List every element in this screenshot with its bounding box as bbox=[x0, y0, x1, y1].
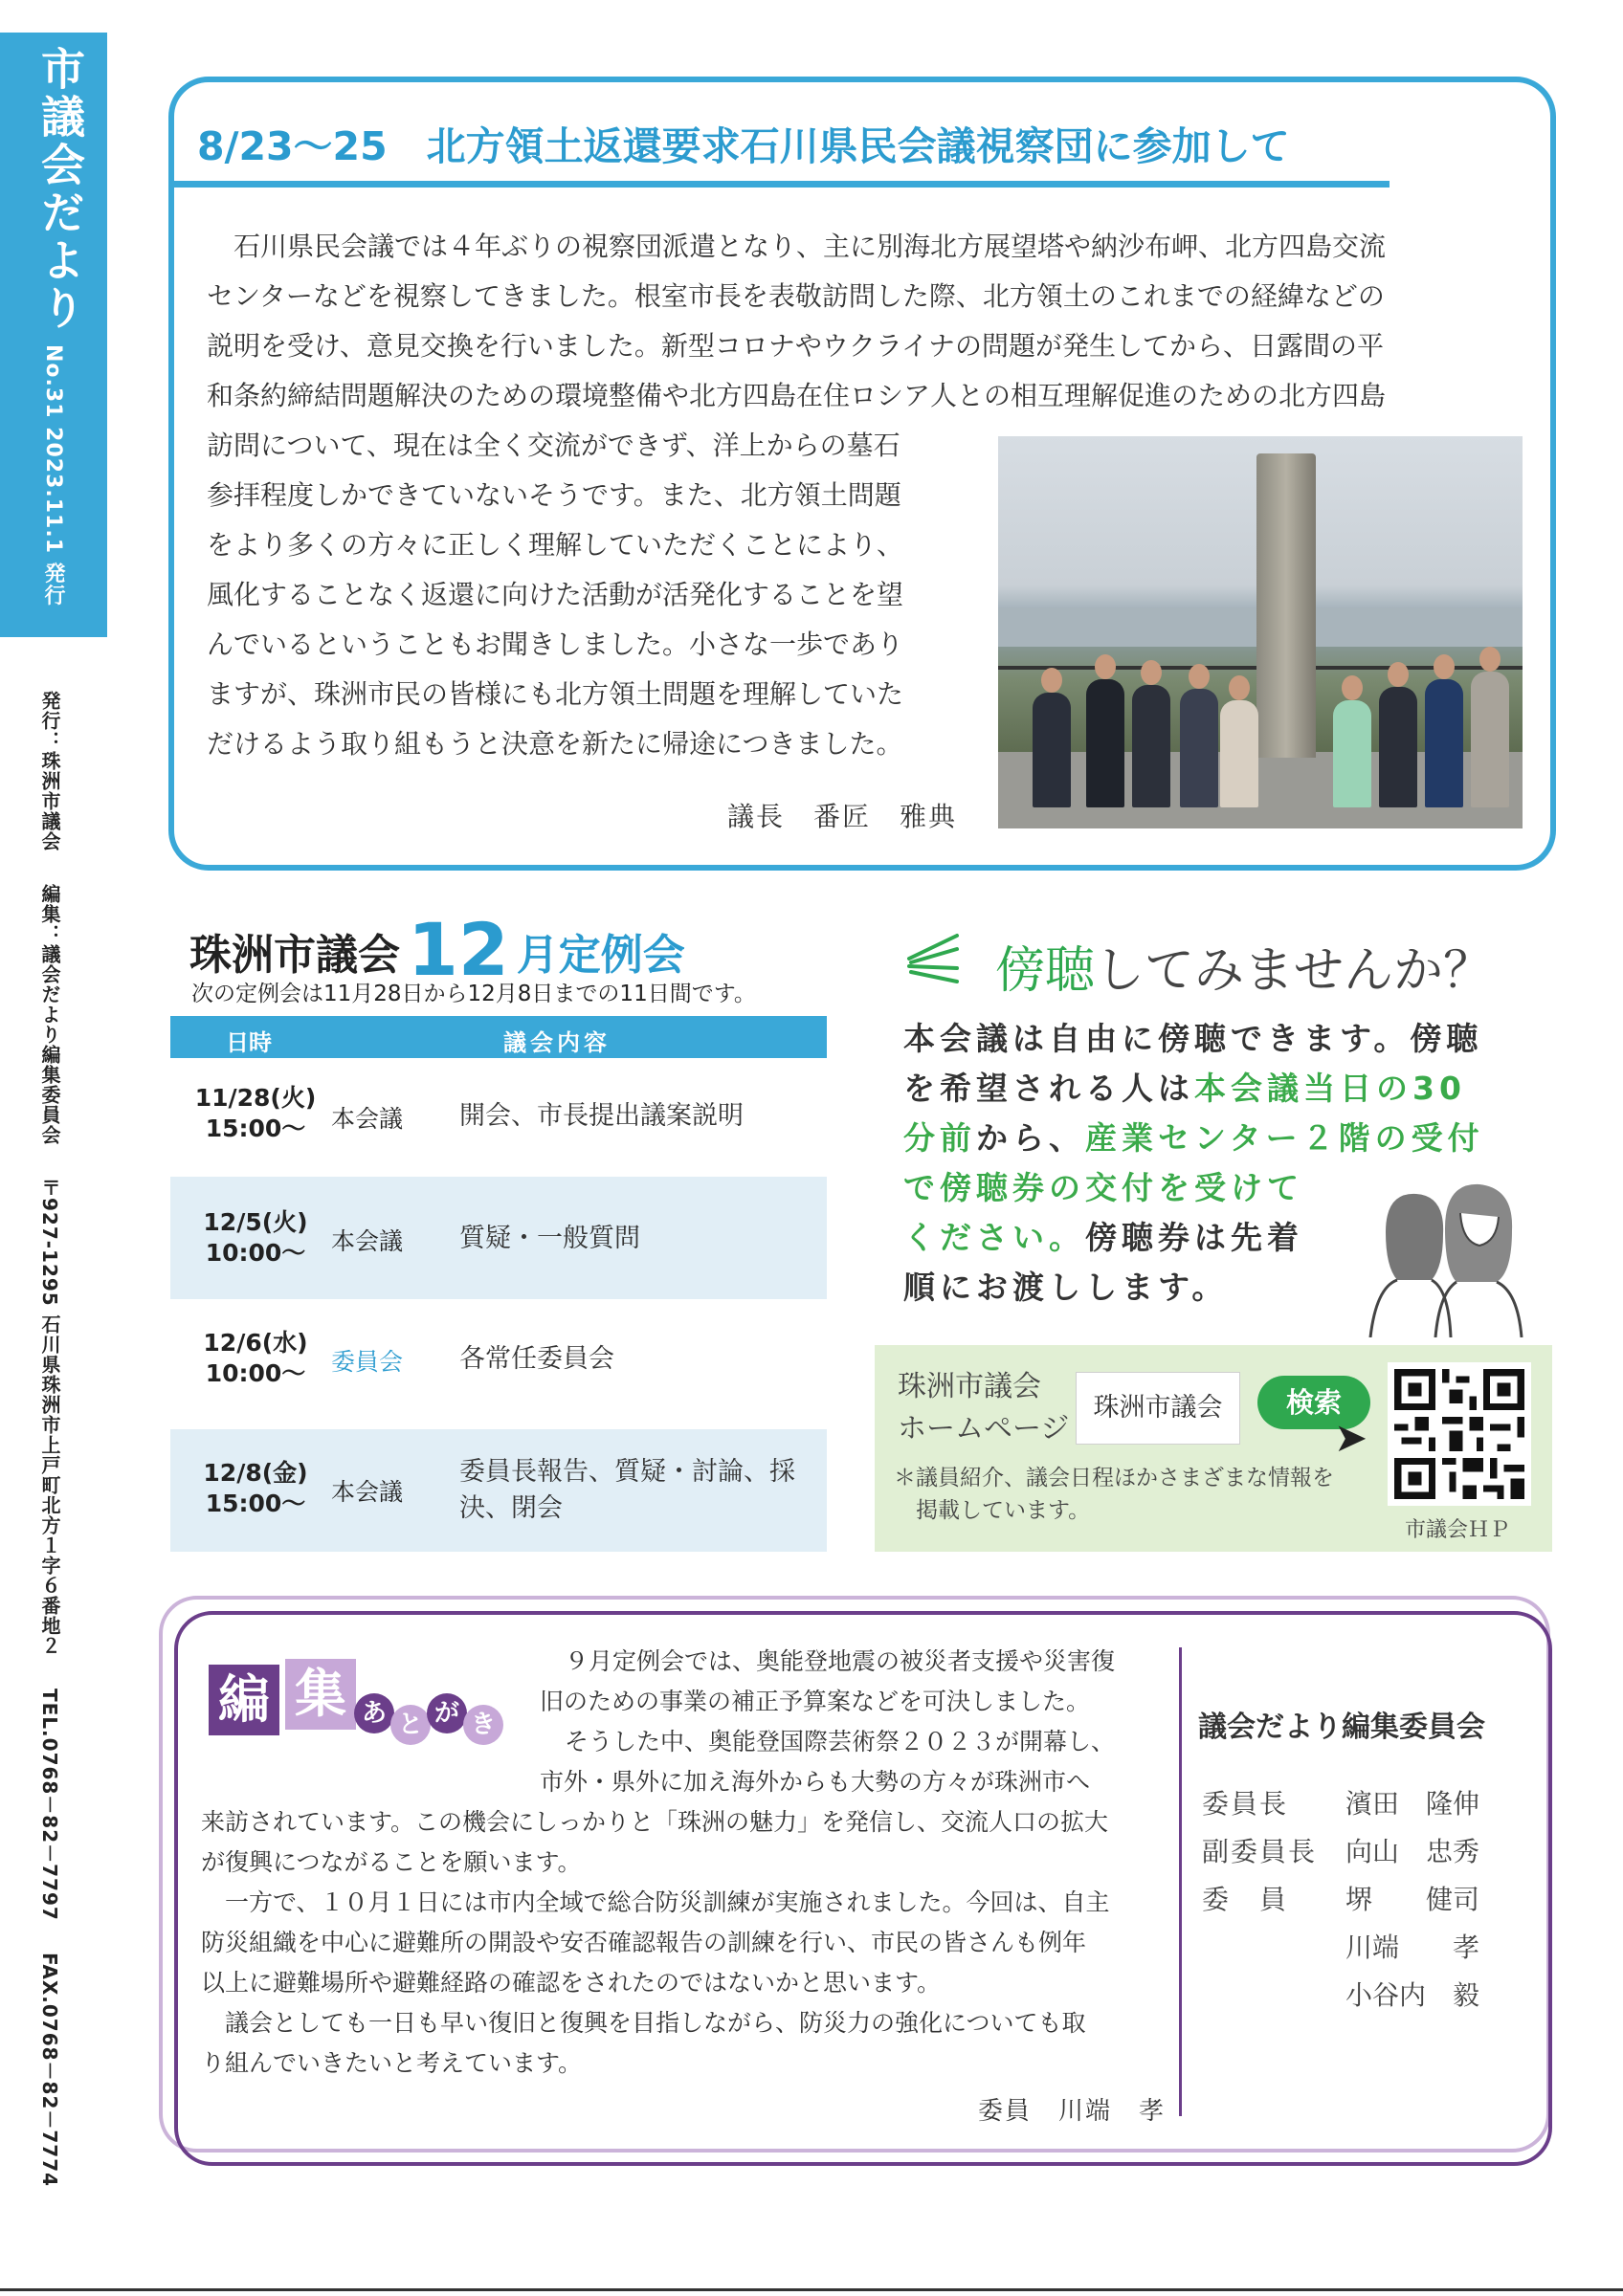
report-line: 風化することなく返還に向けた活動が活発化することを望 bbox=[207, 579, 904, 610]
schedule-datetime bbox=[184, 1458, 327, 1519]
schedule-content: 各常任委員会 bbox=[459, 1344, 614, 1374]
homepage-label: 珠洲市議会 ホームページ bbox=[898, 1370, 1070, 1446]
editorial-divider bbox=[1179, 1647, 1182, 2116]
photo-person bbox=[1086, 679, 1124, 807]
editorial-line: 議会としても一日も早い復旧と復興を目指しながら、防災力の強化についても取 bbox=[201, 2009, 1086, 2037]
committee-member: 委員長 濱田 隆伸 bbox=[1202, 1788, 1480, 1820]
committee-member: 川端 孝 bbox=[1345, 1932, 1480, 1963]
attend-line: 順にお渡しします。 bbox=[903, 1269, 1229, 1306]
editorial-line: 防災組織を中心に避難所の開設や安否確認報告の訓練を行い、市民の皆さんも例年 bbox=[201, 1929, 1087, 1956]
editorial-signature: 委員 川端 孝 bbox=[978, 2097, 1167, 2126]
report-line: だけるよう取り組もうと決意を新たに帰途につきました。 bbox=[207, 728, 903, 760]
report-signature: 議長 番匠 雅典 bbox=[727, 801, 958, 832]
homepage-search-input[interactable]: 珠洲市議会 bbox=[1076, 1372, 1240, 1445]
colophon bbox=[36, 691, 64, 2212]
attend-title-rest: してみませんか？ bbox=[1095, 942, 1494, 1000]
photo-person bbox=[1132, 685, 1170, 807]
photo-person bbox=[1379, 687, 1417, 807]
qr-code-icon[interactable] bbox=[1388, 1362, 1531, 1506]
attend-line: 本会議は自由に傍聴できます。傍聴 bbox=[903, 1020, 1483, 1057]
badge-char: 編 bbox=[209, 1665, 279, 1735]
schedule-datetime bbox=[184, 1207, 327, 1269]
attend-line: で傍聴券の交付を受けて bbox=[903, 1169, 1303, 1206]
report-line: 参拝程度しかできていないそうです。また、北方領土問題 bbox=[207, 479, 901, 511]
report-title: 8/23～25 北方領土返還要求石川県民会議視察団に参加して bbox=[197, 123, 1290, 169]
editorial-line: 一方で、１０月１日には市内全域で総合防災訓練が実施されました。今回は、自主 bbox=[201, 1888, 1110, 1916]
photo-person bbox=[1220, 700, 1258, 807]
editorial-line: 旧のための事業の補正予算案などを可決しました。 bbox=[540, 1688, 1091, 1715]
badge-char: が bbox=[427, 1693, 467, 1733]
schedule-content: 開会、市長提出議案説明 bbox=[459, 1101, 744, 1131]
attend-title bbox=[995, 930, 1493, 1002]
schedule-datetime bbox=[184, 1083, 327, 1144]
attend-line: を希望される人は本会議当日の30 bbox=[903, 1070, 1466, 1107]
committee-member: 副委員長 向山 忠秀 bbox=[1202, 1836, 1480, 1867]
schedule-date: 12/5(火) bbox=[203, 1208, 308, 1236]
editorial-line: そうした中、奥能登国際芸術祭２０２３が開幕し、 bbox=[565, 1728, 1116, 1755]
group-photo bbox=[998, 436, 1523, 828]
schedule-row bbox=[170, 1429, 827, 1552]
cursor-arrow-icon: ➤ bbox=[1334, 1414, 1368, 1461]
schedule-time: 10:00～ bbox=[205, 1359, 306, 1387]
schedule-title-post: 月定例会 bbox=[516, 931, 685, 980]
photo-person bbox=[1180, 689, 1218, 807]
page-bottom-rule bbox=[0, 2288, 1623, 2291]
editorial-line: り組んでいきたいと考えています。 bbox=[201, 2049, 583, 2077]
schedule-title-number: 12 bbox=[408, 907, 509, 992]
attend-title-keyword: 傍聴 bbox=[995, 942, 1096, 1000]
editorial-line: 市外・県外に加え海外からも大勢の方々が珠洲市へ bbox=[540, 1768, 1091, 1796]
report-title-rule bbox=[174, 181, 1390, 188]
colophon-address: 〒927-1295 石川県珠洲市上戸町北方１字６番地２ bbox=[38, 1177, 61, 1656]
editorial-line: が復興につながることを願います。 bbox=[201, 1848, 582, 1876]
photo-monument bbox=[1256, 453, 1316, 758]
attend-line: 分前から、産業センター２階の受付 bbox=[903, 1119, 1484, 1157]
committee-title: 議会だより編集委員会 bbox=[1198, 1711, 1485, 1744]
editorial-line: 以上に避難場所や避難経路の確認をされたのではないかと思います。 bbox=[201, 1969, 942, 1997]
report-line: をより多くの方々に正しく理解していただくことにより、 bbox=[207, 529, 904, 561]
schedule-date: 12/8(金) bbox=[203, 1459, 308, 1487]
report-line: 説明を受け、意見交換を行いました。新型コロナやウクライナの問題が発生してから、日露間の平 bbox=[207, 330, 1385, 362]
homepage-search-button[interactable]: 検索 bbox=[1257, 1376, 1370, 1429]
badge-char: あ bbox=[354, 1693, 394, 1733]
header-datetime: 日時 bbox=[226, 1029, 272, 1056]
issue-number: No.31 2023.11.1 発行 bbox=[41, 344, 65, 607]
schedule-time: 10:00～ bbox=[205, 1239, 306, 1267]
colophon-editor: 編集：議会だより編集委員会 bbox=[38, 883, 61, 1145]
badge-char: 集 bbox=[285, 1659, 356, 1730]
schedule-type: 本会議 bbox=[331, 1105, 404, 1133]
editorial-line: 来訪されています。この機会にしっかりと「珠洲の魅力」を発信し、交流人口の拡大 bbox=[201, 1808, 1109, 1836]
attend-line: ください。傍聴券は先着 bbox=[903, 1219, 1303, 1256]
schedule-title-pre: 珠洲市議会 bbox=[189, 931, 400, 980]
report-line: 和条約締結問題解決のための環境整備や北方四島在住ロシア人との相互理解促進のための北方四島 bbox=[207, 380, 1387, 411]
committee-member: 小谷内 毅 bbox=[1345, 1979, 1480, 2011]
schedule-date: 12/6(水) bbox=[203, 1329, 308, 1357]
schedule-row bbox=[170, 1058, 827, 1181]
photo-person bbox=[1333, 700, 1371, 807]
editorial-body bbox=[201, 1642, 1158, 2084]
colophon-tel: TEL.0768－82－7797 bbox=[38, 1688, 61, 1921]
schedule-datetime bbox=[184, 1328, 327, 1389]
newsletter-title: 市議会だより bbox=[34, 46, 86, 333]
header-content: 議会内容 bbox=[503, 1029, 611, 1056]
photo-person bbox=[1471, 672, 1509, 807]
badge-char: き bbox=[463, 1705, 503, 1745]
report-line: ますが、珠洲市民の皆様にも北方領土問題を理解していた bbox=[207, 678, 904, 710]
schedule-content: 委員長報告、質疑・討論、採決、閉会 bbox=[459, 1457, 795, 1523]
colophon-publisher: 発行：珠洲市議会 bbox=[38, 691, 61, 851]
report-line: んでいるということもお聞きしました。小さな一歩であり bbox=[207, 629, 904, 660]
listeners-illustration bbox=[1357, 1175, 1529, 1337]
schedule-row bbox=[170, 1299, 827, 1422]
badge-char: と bbox=[390, 1705, 431, 1745]
schedule-subtitle: 次の定例会は11月28日から12月8日までの11日間です。 bbox=[191, 982, 756, 1006]
schedule-header bbox=[170, 1016, 827, 1058]
ear-lines-icon bbox=[903, 930, 961, 987]
report-line: 訪問について、現在は全く交流ができず、洋上からの墓石 bbox=[207, 430, 900, 461]
colophon-fax: FAX.0768－82－7774 bbox=[38, 1953, 61, 2188]
photo-person bbox=[1425, 679, 1463, 807]
schedule-type: 委員会 bbox=[331, 1348, 404, 1376]
editorial-line: ９月定例会では、奥能登地震の被災者支援や災害復 bbox=[565, 1647, 1116, 1675]
schedule-content: 質疑・一般質問 bbox=[459, 1224, 640, 1253]
schedule-date: 11/28(火) bbox=[194, 1084, 317, 1112]
homepage-note: ＊議員紹介、議会日程ほかさまざまな情報を 掲載しています。 bbox=[894, 1466, 1334, 1523]
schedule-row bbox=[170, 1177, 827, 1299]
schedule-type: 本会議 bbox=[331, 1227, 404, 1255]
report-line: 石川県民会議では４年ぶりの視察団派遣となり、主に別海北方展望塔や納沙布岬、北方四島交流 bbox=[207, 231, 1387, 262]
report-line: センターなどを視察してきました。根室市長を表敬訪問した際、北方領土のこれまでの経緯などの bbox=[207, 280, 1385, 312]
committee-member: 委 員 堺 健司 bbox=[1202, 1884, 1480, 1915]
photo-person bbox=[1033, 693, 1071, 807]
schedule-type: 本会議 bbox=[331, 1478, 404, 1506]
qr-label: 市議会ＨＰ bbox=[1405, 1518, 1511, 1542]
schedule-time: 15:00～ bbox=[205, 1490, 306, 1517]
schedule-time: 15:00～ bbox=[205, 1115, 306, 1142]
